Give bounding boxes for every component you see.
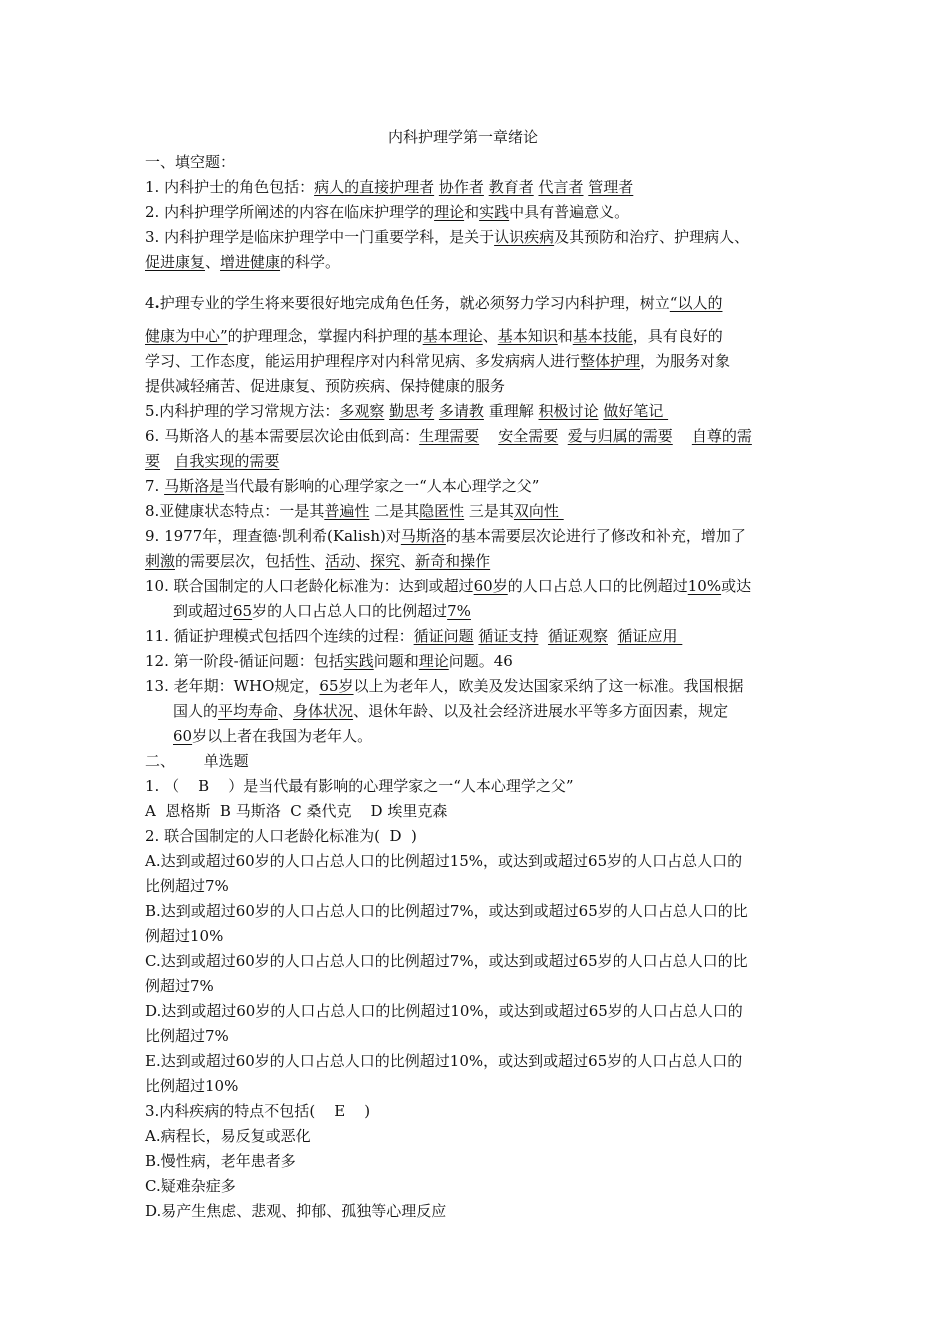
mc-option-d: D.易产生焦虑、悲观、抑郁、孤独等心理反应 <box>145 1202 447 1220</box>
document-title: 内科护理学第一章绪论 <box>388 128 539 146</box>
answer: 增进健康 <box>220 253 281 271</box>
mc-option-c: C.疑难杂症多 <box>145 1177 236 1195</box>
question-1: 1. 内科护士的角色包括：病人的直接护理者 协作者 教育者 代言者 管理者 <box>145 178 634 196</box>
answer: 7% <box>447 602 471 620</box>
question-6-cont <box>145 451 279 471</box>
question-13-cont: 60岁以上者在我国为老年人。 <box>173 727 373 745</box>
answer: 马斯洛是 <box>164 477 225 495</box>
answer: 10% <box>687 577 722 595</box>
answer: 新奇和操作 <box>415 552 491 570</box>
answer: 循证问题 <box>413 627 474 645</box>
mc-question-2: 2. 联合国制定的人口老龄化标准为( D ) <box>145 827 417 845</box>
section-heading-single-choice: 二、 单选题 <box>145 752 249 770</box>
answer: 活动 <box>325 552 356 570</box>
mc-option-d: D.达到或超过60岁的人口占总人口的比例超过10%，或达到或超过65岁的人口占总人口的 <box>145 1002 743 1020</box>
mc-option-e: E.达到或超过60岁的人口占总人口的比例超过10%，或达到或超过65岁的人口占总人口的 <box>145 1052 743 1070</box>
answer: 65 <box>233 602 253 620</box>
mc-option-a: A.达到或超过60岁的人口占总人口的比例超过15%，或达到或超过65岁的人口占总人口的 <box>145 852 743 870</box>
answer: 管理者 <box>588 178 634 196</box>
mc-option-c: C.达到或超过60岁的人口占总人口的比例超过7%，或达到或超过65岁的人口占总人口的比 <box>145 952 748 970</box>
section-heading-fill-in: 一、填空题： <box>145 153 236 171</box>
question-5: 5.内科护理的学习常规方法：多观察 勤思考 多请教 重理解 积极讨论 做好笔记 <box>145 402 669 420</box>
answer: 60岁 <box>473 577 508 595</box>
answer: 65岁 <box>319 677 354 695</box>
mc-option-b: B.慢性病，老年患者多 <box>145 1152 296 1170</box>
answer: 自尊的需 <box>691 427 752 445</box>
answer: 代言者 <box>538 178 584 196</box>
answer: 探究 <box>370 552 401 570</box>
mc-option-a-cont: 比例超过7% <box>145 877 229 895</box>
question-3: 3. 内科护理学是临床护理学中一门重要学科，是关于认识疾病及其预防和治疗、护理病人、 <box>145 228 750 246</box>
question-13: 13. 老年期：WHO规定，65岁以上为老年人，欧美及发达国家采纳了这一标准。我国根据 <box>145 677 744 695</box>
question-10: 10. 联合国制定的人口老龄化标准为：达到或超过60岁的人口占总人口的比例超过10%或达 <box>145 577 752 595</box>
answer: 病人的直接护理者 <box>314 178 435 196</box>
answer: 多请教 <box>438 402 484 420</box>
mc-option-a: A.病程长，易反复或恶化 <box>145 1127 311 1145</box>
answer: 勤思考 <box>389 402 435 420</box>
mc-question-1-options: A 恩格斯 B 马斯洛 C 桑代克 D 埃里克森 <box>145 802 448 820</box>
answer: 性 <box>295 552 311 570</box>
answer: 积极讨论 <box>538 402 599 420</box>
question-4-cont: 学习、工作态度，能运用护理程序对内科常见病、多发病病人进行整体护理，为服务对象 <box>145 352 731 370</box>
answer: 多观察 <box>339 402 385 420</box>
answer: 自我实现的需要 <box>174 452 280 470</box>
question-12: 12. 第一阶段-循证问题：包括实践问题和理论问题。46 <box>145 652 513 670</box>
answer: 理论 <box>434 203 465 221</box>
answer: 促进康复 <box>145 253 206 271</box>
answer: 要 <box>145 452 161 470</box>
question-10-cont: 到或超过65岁的人口占总人口的比例超过7% <box>173 602 471 620</box>
answer: 实践 <box>343 652 374 670</box>
question-7: 7. 马斯洛是当代最有影响的心理学家之一“人本心理学之父” <box>145 477 540 495</box>
mc-option-e-cont: 比例超过10% <box>145 1077 239 1095</box>
question-13-cont: 国人的平均寿命、身体状况、退休年龄、以及社会经济进展水平等多方面因素，规定 <box>173 702 729 720</box>
question-9: 9. 1977年，理查德·凯利希(Kalish)对马斯洛的基本需要层次论进行了修改和补充，增加了 <box>145 527 746 545</box>
question-11: 11. 循证护理模式包括四个连续的过程：循证问题 循证支持 循证观察 循证应用 <box>145 627 683 645</box>
answer: 隐匿性 <box>419 502 465 520</box>
question-9-cont: 刺激的需要层次，包括性、活动、探究、新奇和操作 <box>145 552 491 570</box>
answer: 教育者 <box>488 178 534 196</box>
answer: 健康为中心” <box>145 327 228 345</box>
mc-option-b: B.达到或超过60岁的人口占总人口的比例超过7%，或达到或超过65岁的人口占总人口的比 <box>145 902 748 920</box>
question-4-cont: 提供减轻痛苦、促进康复、预防疾病、保持健康的服务 <box>145 377 506 395</box>
answer: 循证观察 <box>547 627 608 645</box>
answer: 做好笔记 <box>603 402 669 420</box>
mc-option-c-cont: 例超过7% <box>145 977 214 995</box>
question-3-cont: 促进康复、增进健康的科学。 <box>145 253 341 271</box>
question-8: 8.亚健康状态特点：一是其普遍性 二是其隐匿性 三是其双向性 <box>145 502 564 520</box>
answer: 生理需要 <box>419 427 480 445</box>
answer: 安全需要 <box>498 427 559 445</box>
answer: 循证支持 <box>478 627 539 645</box>
question-4-cont: 健康为中心”的护理理念，掌握内科护理的基本理论、基本知识和基本技能，具有良好的 <box>145 327 723 345</box>
question-2: 2. 内科护理学所阐述的内容在临床护理学的理论和实践中具有普遍意义。 <box>145 203 630 221</box>
answer: 循证应用 <box>617 627 683 645</box>
mc-option-b-cont: 例超过10% <box>145 927 224 945</box>
answer: 认识疾病 <box>494 228 555 246</box>
answer: 普遍性 <box>324 502 370 520</box>
answer: 基本技能 <box>572 327 633 345</box>
answer: 爱与归属的需要 <box>567 427 673 445</box>
mc-option-d-cont: 比例超过7% <box>145 1027 229 1045</box>
answer: 马斯洛 <box>400 527 446 545</box>
answer: 基本理论 <box>422 327 483 345</box>
answer: 整体护理 <box>580 352 641 370</box>
question-4: 4.护理专业的学生将来要很好地完成角色任务，就必须努力学习内科护理，树立“以人的 <box>145 294 723 312</box>
mc-question-3: 3.内科疾病的特点不包括( E ) <box>145 1102 371 1120</box>
answer: 刺激 <box>145 552 176 570</box>
answer: 平均寿命 <box>218 702 279 720</box>
mc-question-1: 1. （ B ）是当代最有影响的心理学家之一“人本心理学之父” <box>145 777 574 795</box>
answer: 理论 <box>418 652 449 670</box>
answer: 身体状况 <box>293 702 354 720</box>
answer: 协作者 <box>438 178 484 196</box>
answer: “以人的 <box>669 294 723 312</box>
answer: 基本知识 <box>497 327 558 345</box>
answer: 60 <box>173 727 193 745</box>
question-6: 6. 马斯洛人的基本需要层次论由低到高：生理需要 安全需要 爱与归属的需要 自尊的需 <box>145 427 752 445</box>
answer: 双向性 <box>513 502 564 520</box>
answer: 实践 <box>479 203 510 221</box>
